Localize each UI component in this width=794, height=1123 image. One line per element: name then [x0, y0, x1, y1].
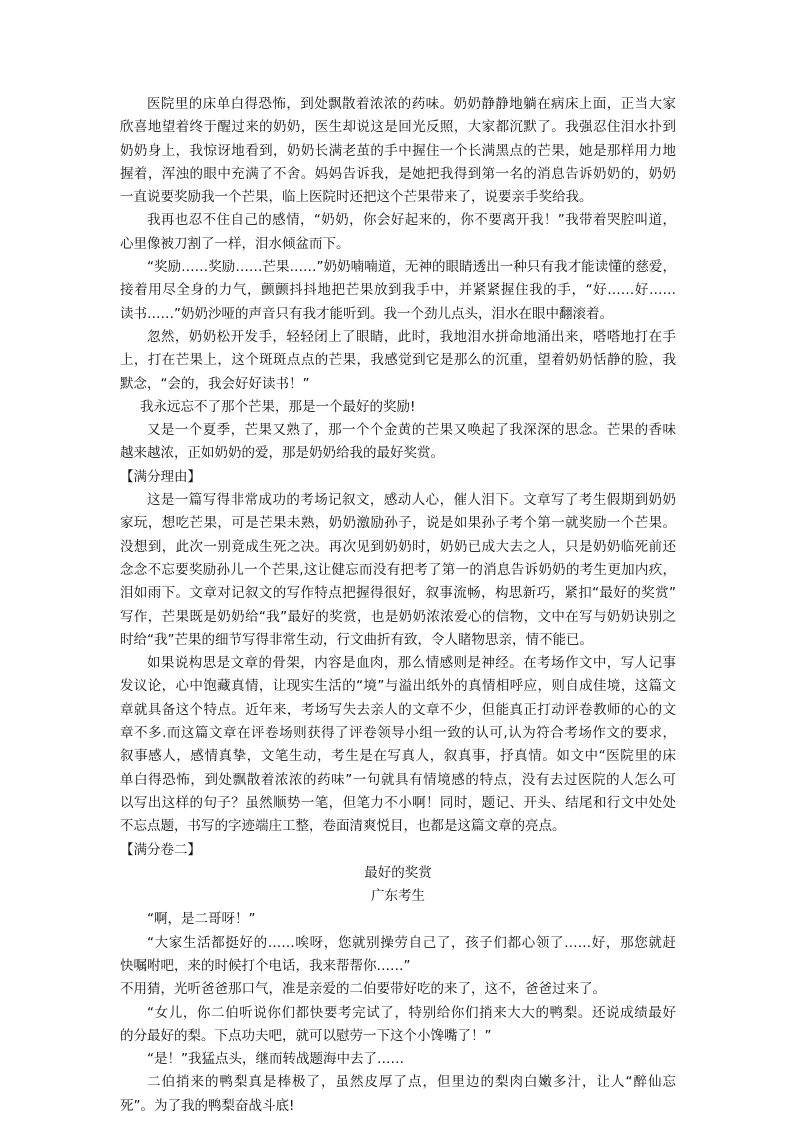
text-line: 握着，浑浊的眼中充满了不舍。妈妈告诉我，是她把我得到第一名的消息告诉奶奶的，奶奶	[120, 165, 676, 182]
text-line: 死”。为了我的鸭梨奋战斗底!	[120, 1097, 295, 1114]
text-line: 这是一篇写得非常成功的考场记叙文，感动人心，催人泪下。文章写了考生假期到奶奶	[147, 492, 676, 509]
text-line: 发议论，心中饱藏真情，让现实生活的“境”与溢出纸外的真情相呼应，则自成佳境，这篇文	[120, 678, 676, 695]
text-line: 叙事感人，感情真挚，文笔生动，考生是在写真人，叙真事，抒真情。如文中“医院里的床	[120, 748, 676, 765]
text-line: 泪如雨下。文章对记叙文的写作特点把握得很好，叙事流畅，构思新巧，紧扣“最好的奖赏”	[120, 585, 676, 602]
text-line: 欣喜地望着终于醒过来的奶奶，医生却说这是回光反照，大家都沉默了。我强忍住泪水扑到	[120, 119, 676, 136]
text-line: 心里像被刀割了一样，泪水倾盆而下。	[120, 235, 350, 252]
text-line: 章就具备这个特点。近年来，考场写失去亲人的文章不少，但能真正打动评卷教师的心的文	[120, 701, 676, 718]
text-line: 忽然，奶奶松开发手，轻轻闭上了眼睛，此时，我地泪水拼命地涌出来，嗒嗒地打在手	[147, 328, 676, 345]
text-line: 接着用尽全身的力气，颤颤抖抖地把芒果放到我手中，并紧紧握住我的手，“好……好……	[120, 282, 676, 299]
text-line: 读书……”奶奶沙哑的声音只有我才能听到。我一个劲儿点头，泪水在眼中翻滚着。	[120, 305, 613, 322]
text-line: “奖励……奖励……芒果……”奶奶喃喃道，无神的眼睛透出一种只有我才能读懂的慈爱，	[147, 259, 676, 276]
text-line: 如果说构思是文章的骨架，内容是血肉，那么情感则是神经。在考场作文中，写人记事	[147, 655, 676, 672]
text-line: 家玩，想吃芒果，可是芒果未熟，奶奶激励孙子，说是如果孙子考个第一就奖励一个芒果。	[120, 515, 676, 532]
text-line: “女儿，你二伯听说你们都快要考完试了，特别给你们捎来大大的鸭梨。还说成绩最好	[147, 1004, 676, 1021]
text-line: 单白得恐怖，到处飘散着浓浓的药味”一句就具有情境感的特点，没有去过医院的人怎么可	[120, 771, 676, 788]
text-line: 的分最好的梨。下点功夫吧，就可以慰劳一下这个小馋嘴了！”	[120, 1027, 492, 1044]
text-line: 上，打在芒果上，这个斑斑点点的芒果，我感觉到它是那么的沉重，望着奶奶恬静的脸，我	[120, 352, 676, 369]
text-line: 我再也忍不住自己的感情，“奶奶，你会好起来的，你不要离开我！”我带着哭腔叫道，	[147, 212, 676, 229]
document-body	[120, 93, 676, 1118]
text-line: 时给“我”芒果的细节写得非常生动，行文曲折有致，令人睹物思亲，情不能已。	[120, 631, 593, 648]
text-line: 默念，“会的，我会好好读书！”	[120, 375, 310, 392]
text-line: 医院里的床单白得恐怖，到处飘散着浓浓的药味。奶奶静静地躺在病床上面，正当大家	[147, 96, 676, 112]
text-line: 一直说要奖励我一个芒果，临上医院时还把这个芒果带来了，说要亲手奖给我。	[120, 189, 593, 206]
text-line: “大家生活都挺好的……唉呀，您就别操劳自己了，孩子们都心领了……好，那您就赶	[147, 934, 676, 951]
text-line: 又是一个夏季，芒果又熟了，那一个个金黄的芒果又唤起了我深深的思念。芒果的香味	[147, 422, 676, 439]
text-line: 章不多.而这篇文章在评卷场则获得了评卷领导小组一致的认可,认为符合考场作文的要求，	[120, 725, 676, 742]
text-line: 以写出这样的句子？虽然顺势一笔，但笔力不小啊！同时，题记、开头、结尾和行文中处处	[120, 794, 676, 811]
text-line: 不忘点题，书写的字迹端庄工整，卷面清爽悦目，也都是这篇文章的亮点。	[120, 818, 566, 835]
text-line: 写作，芒果既是奶奶给“我”最好的奖赏，也是奶奶浓浓爱心的信物，文中在写与奶奶诀别之	[120, 608, 676, 625]
text-line: 没想到，此次一别竟成生死之决。再次见到奶奶时，奶奶已成大去之人，只是奶奶临死前还	[120, 538, 676, 555]
section-heading-paper-two: 【满分卷二】	[120, 841, 201, 858]
text-line: 快嘱咐吧，来的时候打个电话，我来帮帮你……”	[120, 957, 411, 974]
text-line: 不用猜，光听爸爸那口气，准是亲爱的二伯要带好吃的来了，这不，爸爸过来了。	[120, 981, 606, 998]
text-line: “啊，是二哥呀！”	[147, 911, 256, 928]
essay-author: 广东考生	[371, 888, 425, 905]
essay-title: 最好的奖赏	[364, 864, 432, 881]
text-line: 二伯捎来的鸭梨真是棒极了，虽然皮厚了点，但里边的梨肉白嫩多汁，让人“醉仙忘	[147, 1074, 676, 1091]
text-line: 我永远忘不了那个芒果，那是一个最好的奖励!	[140, 398, 416, 415]
text-line: 念念不忘要奖励孙儿一个芒果,这让健忘而没有把考了第一的消息告诉奶奶的考生更加内疚，	[120, 561, 676, 578]
text-line: 奶奶身上，我惊讶地看到，奶奶长满老茧的手中握住一个长满黑点的芒果，她是那样用力地	[120, 142, 676, 159]
text-line: 越来越浓，正如奶奶的爱，那是奶奶给我的最好奖赏。	[120, 445, 444, 462]
text-line: “是！”我猛点头，继而转战题海中去了……	[147, 1051, 404, 1068]
section-heading-reason: 【满分理由】	[120, 468, 201, 485]
